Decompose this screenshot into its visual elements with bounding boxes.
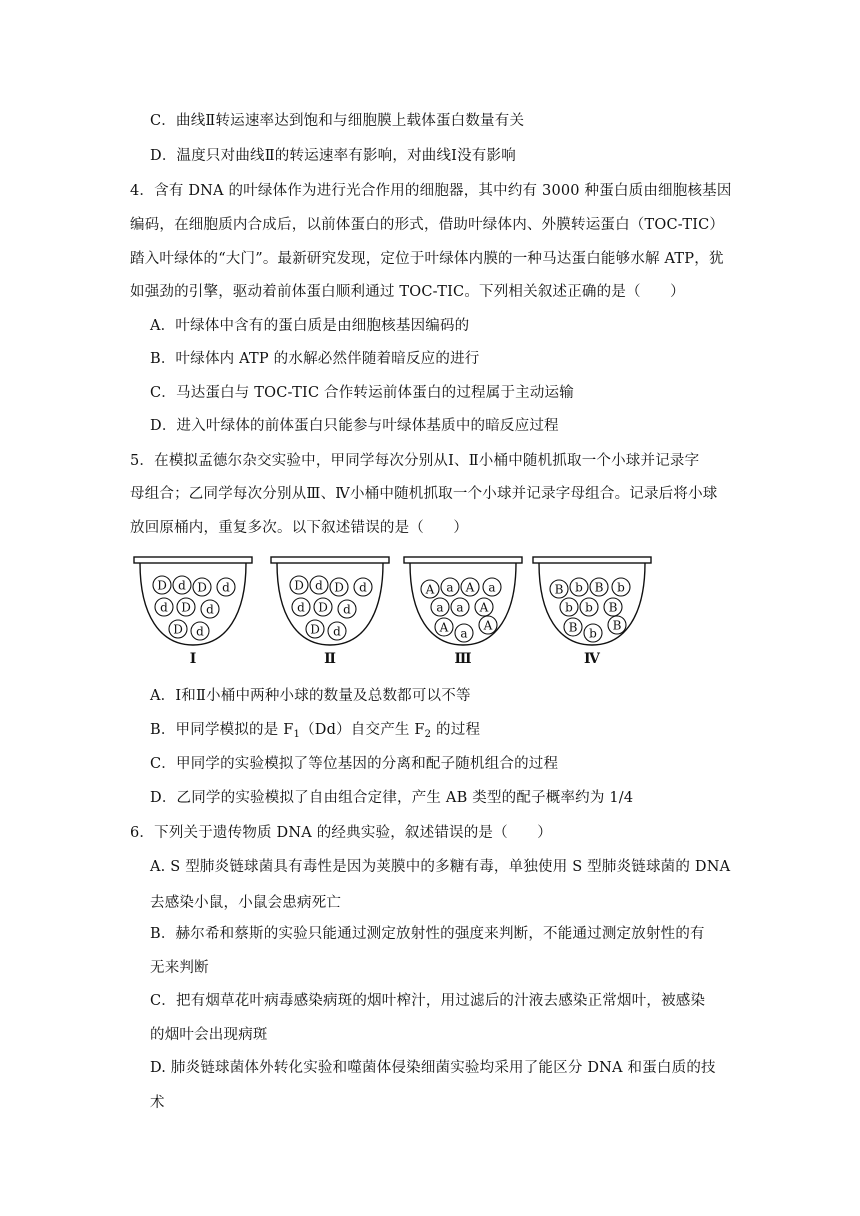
- q5-option-d: D．乙同学的实验模拟了自由组合定律，产生 AB 类型的配子概率约为 1/4: [150, 790, 634, 806]
- q6-option-d-line2: 术: [150, 1095, 165, 1111]
- q5-option-b: [150, 720, 480, 740]
- q5-option-b-sub1: 1: [293, 729, 301, 740]
- bucket-lid: [533, 557, 651, 563]
- q5-option-b-sub2: 2: [424, 729, 432, 740]
- ball-label: d: [359, 580, 367, 595]
- ball-label: D: [294, 578, 304, 593]
- bucket-lid: [134, 557, 252, 563]
- q5-option-b-post: 的过程: [431, 722, 481, 738]
- ball-label: d: [206, 602, 214, 617]
- q4-stem-line4: 如强劲的引擎，驱动着前体蛋白顺利通过 TOC-TIC。下列相关叙述正确的是（ ）: [130, 284, 685, 300]
- q4-option-b: B．叶绿体内 ATP 的水解必然伴随着暗反应的进行: [150, 351, 480, 367]
- buckets-figure: [128, 555, 668, 670]
- ball-label: a: [446, 580, 454, 595]
- q4-stem-line1: 4．含有 DNA 的叶绿体作为进行光合作用的细胞器，其中约有 3000 种蛋白质由细胞核基因: [130, 183, 732, 199]
- q4-option-d: D．进入叶绿体的前体蛋白只能参与叶绿体基质中的暗反应过程: [150, 418, 559, 434]
- q6-option-c-line1: C．把有烟草花叶病毒感染病斑的烟叶榨汁，用过滤后的汁液去感染正常烟叶，被感染: [150, 993, 706, 1009]
- ball-label: B: [554, 582, 564, 597]
- ball-label: A: [483, 618, 493, 633]
- ball-label: d: [196, 624, 204, 639]
- q5-option-b-pre: B．甲同学模拟的是 F: [150, 722, 294, 738]
- ball-label: A: [465, 580, 475, 595]
- ball-label: d: [297, 600, 305, 615]
- ball-label: b: [565, 600, 573, 615]
- ball-label: D: [197, 580, 207, 595]
- bucket-3: [404, 557, 522, 667]
- bucket-label: Ⅱ: [324, 651, 336, 667]
- q6-option-a-line1: A. S 型肺炎链球菌具有毒性是因为荚膜中的多糖有毒，单独使用 S 型肺炎链球菌的 DNA: [150, 859, 731, 875]
- ball-label: a: [460, 626, 468, 641]
- q4-stem-line2: 编码，在细胞质内合成后，以前体蛋白的形式，借助叶绿体内、外膜转运蛋白（TOC-TIC）: [130, 217, 725, 233]
- ball-label: d: [160, 600, 168, 615]
- q5-stem-line1: 5．在模拟孟德尔杂交实验中，甲同学每次分别从Ⅰ、Ⅱ小桶中随机抓取一个小球并记录字: [130, 453, 700, 469]
- ball-label: B: [568, 620, 578, 635]
- ball-label: b: [575, 580, 583, 595]
- ball-label: B: [594, 580, 604, 595]
- ball-label: D: [334, 580, 344, 595]
- q6-option-b-line2: 无来判断: [150, 960, 209, 976]
- ball-label: d: [343, 602, 351, 617]
- bucket-4: [533, 557, 651, 667]
- bucket-label: Ⅳ: [584, 651, 600, 667]
- ball-label: D: [318, 600, 328, 615]
- q3-option-c: C．曲线Ⅱ转运速率达到饱和与细胞膜上载体蛋白数量有关: [150, 113, 525, 129]
- q5-option-b-mid: （Dd）自交产生 F: [300, 722, 425, 738]
- ball-label: D: [181, 600, 191, 615]
- ball-label: D: [173, 622, 183, 637]
- bucket-1: [134, 557, 252, 667]
- q5-stem-line3: 放回原桶内，重复多次。以下叙述错误的是（ ）: [130, 520, 469, 536]
- ball-label: d: [178, 578, 186, 593]
- q4-option-c: C．马达蛋白与 TOC-TIC 合作转运前体蛋白的过程属于主动运输: [150, 385, 574, 401]
- q4-stem-line3: 踏入叶绿体的“大门”。最新研究发现，定位于叶绿体内膜的一种马达蛋白能够水解 ATP，犹: [130, 251, 724, 267]
- q5-stem-line2: 母组合；乙同学每次分别从Ⅲ、Ⅳ小桶中随机抓取一个小球并记录字母组合。记录后将小球: [130, 486, 718, 502]
- ball-label: B: [612, 618, 622, 633]
- ball-label: D: [310, 622, 320, 637]
- ball-label: B: [608, 600, 618, 615]
- ball-label: d: [333, 624, 341, 639]
- q5-option-c: C．甲同学的实验模拟了等位基因的分离和配子随机组合的过程: [150, 756, 559, 772]
- q6-option-b-line1: B．赫尔希和蔡斯的实验只能通过测定放射性的强度来判断，不能通过测定放射性的有: [150, 926, 705, 942]
- ball-label: a: [456, 600, 464, 615]
- ball-label: b: [589, 626, 597, 641]
- ball-label: d: [315, 578, 323, 593]
- ball-label: A: [479, 600, 489, 615]
- ball-label: D: [157, 578, 167, 593]
- ball-label: d: [222, 580, 230, 595]
- bucket-2: [271, 557, 389, 667]
- bucket-label: Ⅰ: [189, 651, 197, 667]
- bucket-lid: [404, 557, 522, 563]
- ball-label: A: [439, 620, 449, 635]
- q6-stem: 6．下列关于遗传物质 DNA 的经典实验，叙述错误的是（ ）: [130, 825, 552, 841]
- q6-option-d-line1: D. 肺炎链球菌体外转化实验和噬菌体侵染细菌实验均采用了能区分 DNA 和蛋白质的技: [150, 1060, 716, 1076]
- ball-label: a: [488, 580, 496, 595]
- ball-label: A: [425, 582, 435, 597]
- ball-label: b: [617, 580, 625, 595]
- q5-option-a: A．Ⅰ和Ⅱ小桶中两种小球的数量及总数都可以不等: [150, 688, 471, 704]
- bucket-lid: [271, 557, 389, 563]
- q6-option-c-line2: 的烟叶会出现病斑: [150, 1027, 268, 1043]
- bucket-label: Ⅲ: [454, 651, 472, 667]
- ball-label: b: [585, 600, 593, 615]
- q4-option-a: A．叶绿体中含有的蛋白质是由细胞核基因编码的: [150, 318, 470, 334]
- q6-option-a-line2: 去感染小鼠，小鼠会患病死亡: [150, 895, 342, 911]
- ball-label: a: [436, 600, 444, 615]
- q3-option-d: D．温度只对曲线Ⅱ的转运速率有影响，对曲线Ⅰ没有影响: [150, 148, 516, 164]
